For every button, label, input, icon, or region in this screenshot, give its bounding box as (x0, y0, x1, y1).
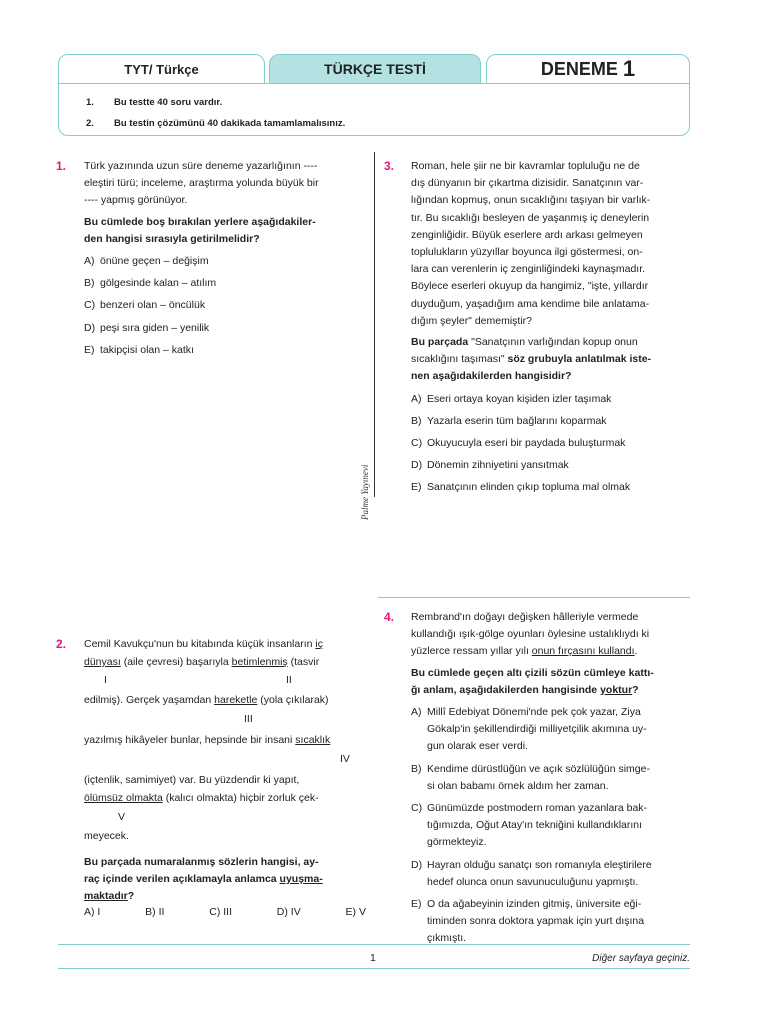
column-divider (374, 152, 375, 497)
q1-option-a[interactable]: A) önüne geçen – değişim (84, 255, 209, 268)
q4-stem: Bu cümlede geçen altı çizili sözün cümleye kattı- ğı anlam, aşağıdakilerden hangisinde yoktur? (411, 666, 654, 696)
q3-option-d[interactable]: D) Dönemin zihniyetini yansıtmak (411, 459, 569, 472)
exam-label: DENEME (540, 58, 618, 79)
q4-text-line: yüzlerce ressam yıllar yılı onun fırçasını kullandı. (411, 645, 638, 658)
roman-numeral-iii: III (244, 713, 253, 725)
roman-numeral-v: V (118, 811, 126, 823)
next-page-note: Diğer sayfaya geçiniz. (592, 953, 690, 964)
q1-option-e[interactable]: E) takipçisi olan – katkı (84, 343, 194, 356)
q1-text-line: Türk yazınında uzun süre deneme yazarlığının ---- (84, 160, 318, 172)
subject-label: TYT/ Türkçe (124, 61, 199, 77)
q1-text-line: eleştiri türü; inceleme, araştırma yolunda büyük bir (84, 177, 319, 190)
q3-text-line: tır. Bu sıcaklığı besleyen de yaşanmış iç deneylerin (411, 211, 650, 224)
instruction-1: 1. Bu testte 40 soru vardır. (86, 97, 223, 108)
q2-option-b[interactable]: B) II (145, 906, 165, 918)
q3-option-e[interactable]: E) Sanatçının elinden çıkıp topluma mal olmak (411, 481, 631, 494)
q3-option-b[interactable]: B) Yazarla eserin tüm bağlarını koparmak (411, 414, 607, 427)
roman-numeral-iv: IV (340, 753, 350, 765)
q2-stem: Bu parçada numaralanmış sözlerin hangisi, ay- raç içinde verilen açıklamayla anlamca uyuşma- maktadır? (84, 856, 323, 903)
q3-option-c[interactable]: C) Okuyucuyla eseri bir paydada buluşturmak (411, 437, 626, 450)
q1-stem: Bu cümlede boş bırakılan yerlere aşağıdakiler- den hangisi sırasıyla getirilmelidir? (84, 215, 316, 245)
q1-option-b[interactable]: B) gölgesinde kalan – atılım (84, 277, 217, 290)
question-2-number: 2. (56, 637, 67, 651)
question-3 (411, 158, 693, 497)
q4-text-line: kullandığı ışık-gölge oyunları öylesine ustalıklıydı ki (411, 628, 650, 641)
exam-number: 1 (622, 56, 636, 81)
footer-rule (58, 968, 690, 969)
q2-line-6: ölümsüz olmakta (kalıcı olmakta) hiçbir zorluk çek- (84, 792, 319, 804)
roman-numeral-i: I (104, 674, 107, 686)
q2-option-a[interactable]: A) I (84, 906, 101, 918)
question-4 (411, 609, 693, 948)
question-4-number: 4. (384, 610, 395, 624)
q2-option-c[interactable]: C) III (209, 906, 232, 918)
section-divider (378, 597, 690, 598)
q3-text-line: dığım şeyler" dememiştir? (411, 314, 533, 327)
q2-option-d[interactable]: D) IV (276, 906, 301, 918)
q3-stem: Bu parçada "Sanatçının varlığından kopup onun sıcaklığını taşıması" söz grubuyla anlatılmak iste- nen aşağıdakilerden hangisidir? (411, 336, 652, 383)
q2-line-2: dünyası (aile çevresi) başarıyla betimlenmiş (tasvir (84, 656, 320, 668)
publisher-watermark: Palme Yayınevi (360, 464, 370, 520)
q2-line-4: yazılmış hikâyeler bunlar, hepsinde bir insani sıcaklık (84, 734, 331, 746)
q2-line-5: (içtenlik, samimiyet) var. Bu yüzdendir ki yapıt, (84, 774, 300, 786)
test-title: TÜRKÇE TESTİ (324, 61, 426, 77)
question-1-number: 1. (56, 159, 67, 173)
q1-text-line: ---- yapmış görünüyor. (84, 194, 188, 207)
q2-line-1: Cemil Kavukçu'nun bu kitabında küçük insanların iç (84, 638, 323, 650)
roman-numeral-ii: II (286, 674, 292, 686)
q4-option-b[interactable]: B) Kendime dürüstlüğün ve açık sözlülüğün simge- si olan babamı örnek aldım her zaman. (411, 762, 650, 792)
q1-option-d[interactable]: D) peşi sıra giden – yenilik (84, 321, 210, 334)
question-3-number: 3. (384, 159, 395, 173)
q3-text-line: toplulukların yüzyıllar boyunca ilgi göstermesi, on- (411, 246, 643, 259)
q3-option-a[interactable]: A) Eseri ortaya koyan kişiden izler taşımak (411, 392, 612, 405)
q4-text-line: Rembrand'ın doğayı değişken hâlleriyle vermede (411, 611, 639, 623)
q3-text-line: zenginliğidir. Büyük eserlere ardı arkası gelmeyen (411, 228, 643, 241)
page-number: 1 (370, 952, 376, 964)
test-title-tab (269, 54, 481, 84)
q4-option-a[interactable]: A) Millî Edebiyat Dönemi'nde pek çok yazar, Ziya Gökalp'in şekillendirdiği milliyetçilik akımına uy- gun olarak eser verdi. (411, 706, 647, 753)
q3-text-line: dış dünyanın bir çıkartma dizisidir. Sanatçının var- (411, 177, 644, 190)
question-1 (84, 158, 366, 359)
q3-text-line: Roman, hele şiir ne bir kavramlar topluluğu ne de (411, 160, 640, 172)
q3-text-line: duyduğum, yaşadığım ama kendime bile anlatama- (411, 297, 650, 310)
q3-text-line: lığından kopmuş, onun sıcaklığını taşıyan bir varlık- (411, 194, 651, 207)
q1-option-c[interactable]: C) benzeri olan – öncülük (84, 299, 206, 312)
instruction-2: 2. Bu testin çözümünü 40 dakikada tamamlamalısınız. (86, 118, 346, 129)
q2-line-7: meyecek. (84, 830, 129, 842)
footer-rule (58, 944, 690, 945)
q3-text-line: lara can verenlerin iç zenginliğindeki kaynaşmadır. (411, 263, 646, 276)
q4-option-d[interactable]: D) Hayran olduğu sanatçı son romanıyla eleştirilere hedef olunca onun savunuculuğunu yapmıştı. (411, 858, 652, 888)
subject-tab (58, 54, 265, 84)
exam-number-tab (486, 54, 690, 84)
q4-option-e[interactable]: E) O da ağabeyinin izinden gitmiş, üniversite eği- timinden sonra doktora yapmak için yurt dışına çıkmıştı. (411, 898, 645, 945)
q2-line-3: edilmiş). Gerçek yaşamdan hareketle (yola çıkılarak) (84, 694, 329, 706)
q4-option-c[interactable]: C) Günümüzde postmodern roman yazanlara bak- tığımızda, Oğut Atay'ın tekniğini kullandıklarını görmekteyiz. (411, 802, 648, 849)
q3-text-line: Böylece eserleri okuyup da hangimiz, "işte, yıllardır (411, 280, 649, 293)
q2-options (84, 906, 366, 918)
q2-option-e[interactable]: E) V (345, 906, 366, 918)
